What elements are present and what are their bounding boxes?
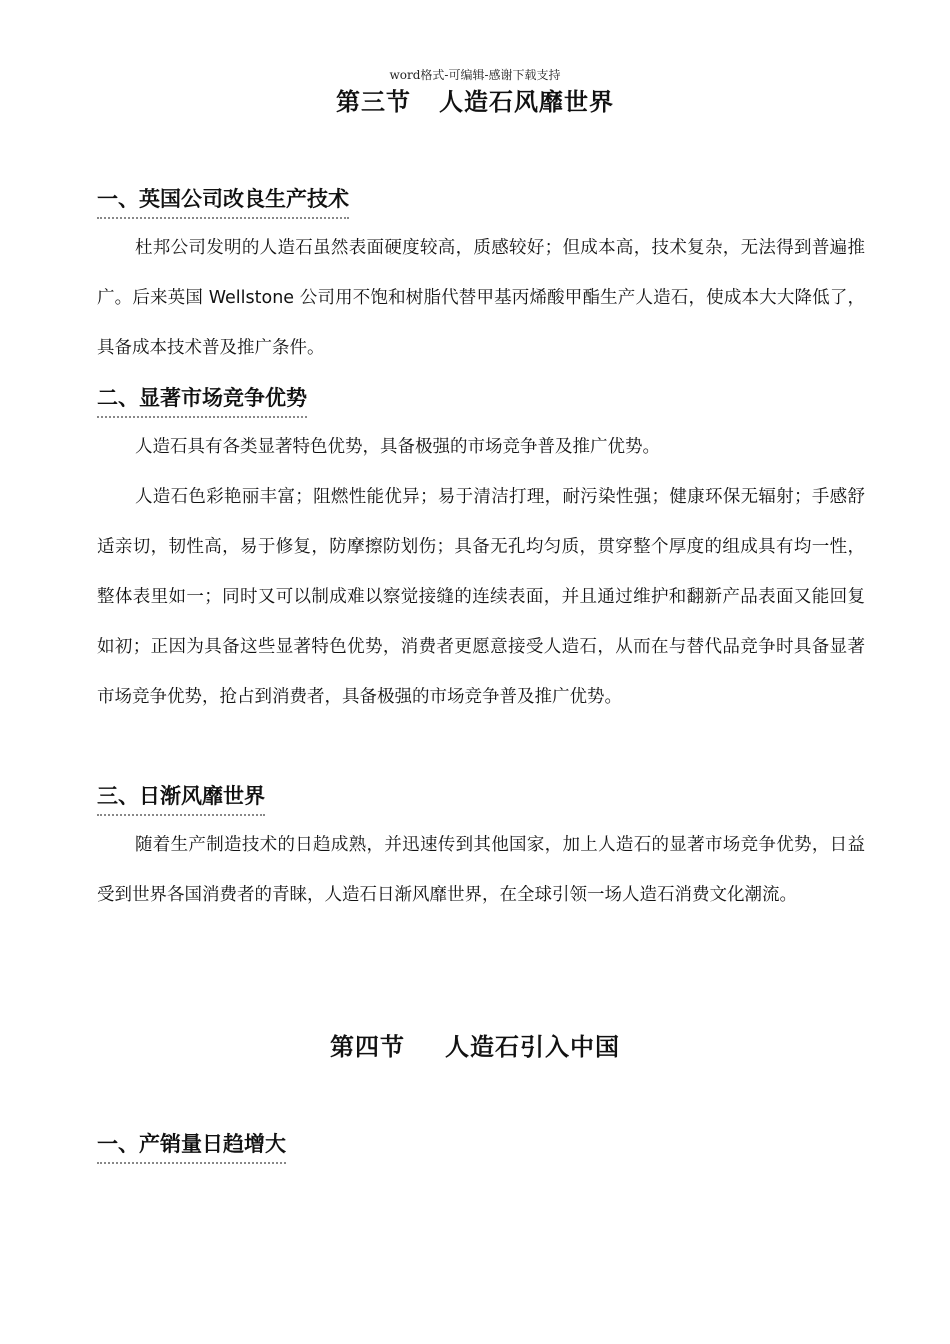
paragraph-1: 杜邦公司发明的人造石虽然表面硬度较高，质感较好；但成本高，技术复杂，无法得到普遍推广。后来英国 Wellstone 公司用不饱和树脂代替甲基丙烯酸甲酯生产人造石，使成本大大降低了，具备成本技术普及推广条件。: [97, 238, 865, 358]
paragraph-3: 人造石色彩艳丽丰富；阻燃性能优异；易于清洁打理，耐污染性强；健康环保无辐射；手感舒适亲切，韧性高，易于修复，防摩擦防划伤；具备无孔均匀质，贯穿整个厚度的组成具有均一性，整体表里如一；同时又可以制成难以察觉接缝的连续表面，并且通过维护和翻新产品表面又能回复如初；正因为具备这些显著特色优势，消费者更愿意接受人造石，从而在与替代品竞争时具备显著市场竞争优势，抢占到消费者，具备极强的市场竞争普及推广优势。: [97, 487, 865, 707]
paragraph-2: 人造石具有各类显著特色优势，具备极强的市场竞争普及推广优势。: [135, 437, 660, 457]
section-4-title: [0, 1027, 950, 1062]
subsection-heading-1: 一、英国公司改良生产技术: [97, 183, 349, 219]
section-4-title-text: 人造石引入中国: [445, 1033, 620, 1061]
header-note: word格式-可编辑-感谢下载支持: [389, 68, 561, 82]
subsection-heading-4: 一、产销量日趋增大: [97, 1128, 286, 1164]
section-3-title: [0, 82, 950, 117]
paragraph-4: 随着生产制造技术的日趋成熟，并迅速传到其他国家，加上人造石的显著市场竞争优势，日益受到世界各国消费者的青睐，人造石日渐风靡世界，在全球引领一场人造石消费文化潮流。: [97, 835, 865, 905]
section-4-number: 第四节: [330, 1033, 405, 1061]
section-3-title-text: 人造石风靡世界: [439, 88, 614, 116]
subsection-heading-3: 三、日渐风靡世界: [97, 780, 265, 816]
section-3-number: 第三节: [336, 88, 411, 116]
subsection-heading-2: 二、显著市场竞争优势: [97, 382, 307, 418]
